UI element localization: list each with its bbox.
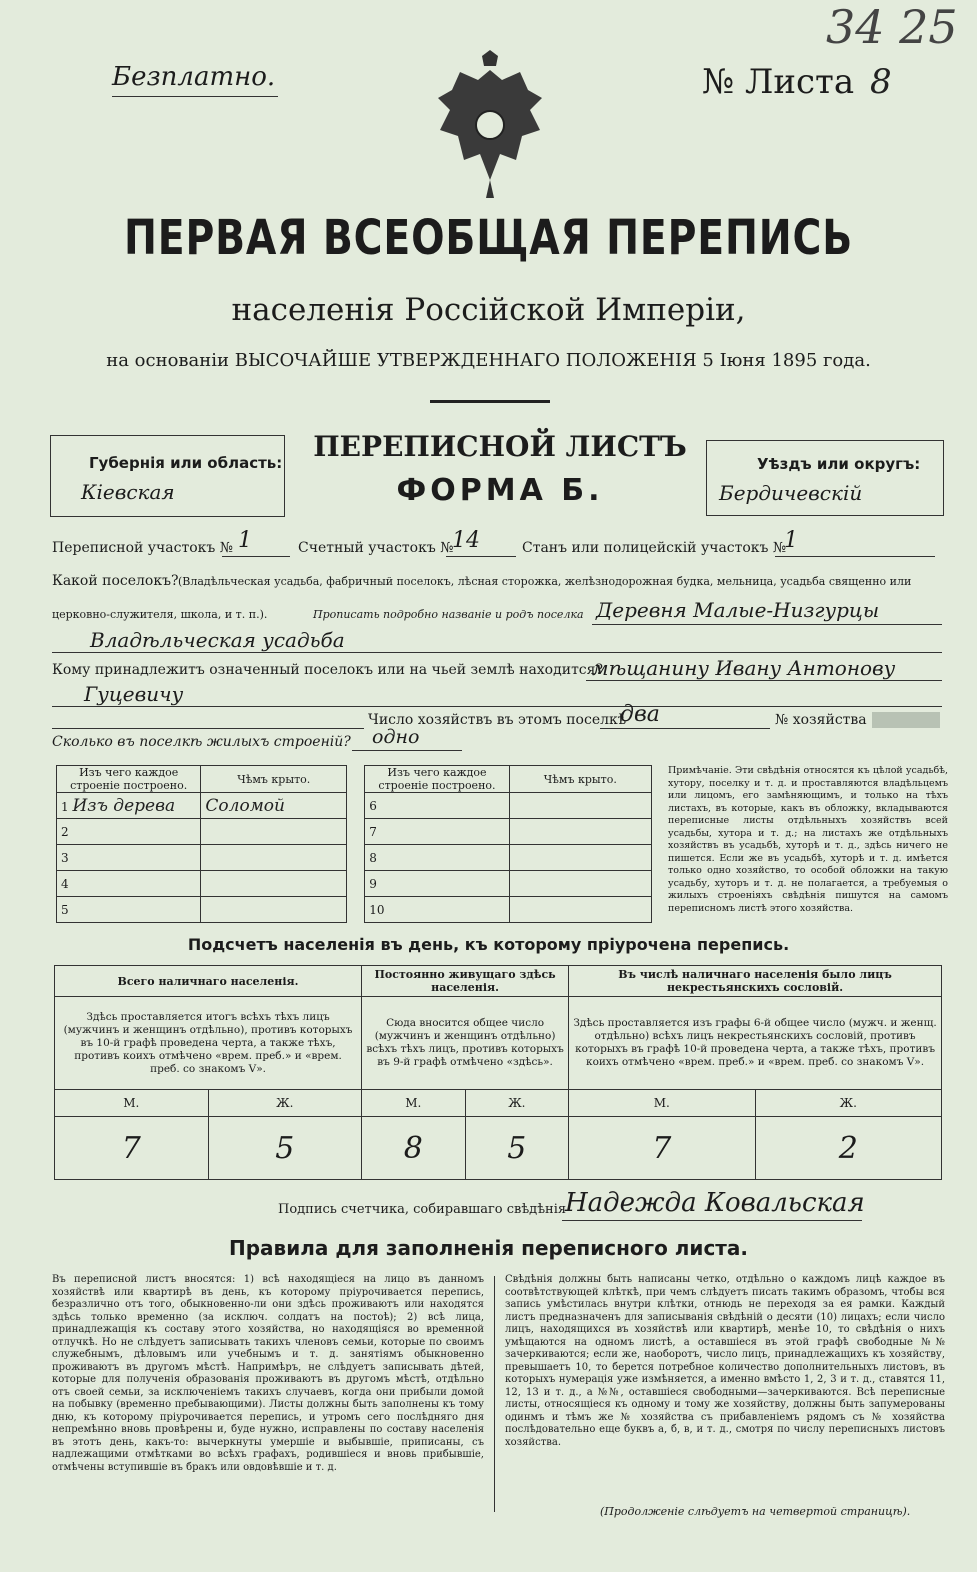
owner-label: Кому принадлежитъ означенный поселокъ или на чьей землѣ находится?: [52, 662, 603, 678]
settlement-hint-3: Прописать подробно названіе и родъ поселка: [313, 608, 584, 621]
resident-female-value: 5: [465, 1117, 569, 1180]
buildings-note: Примѣчаніе. Эти свѣдѣнія относятся къ цѣлой усадьбѣ, хутору, поселку и т. д. и проставляются владѣльцемъ или лицомъ, его замѣняющимъ, и только на тѣхъ листахъ, въ которые, какъ въ обложку, вкладываются переписные листы отдѣльныхъ хозяйствъ всей усадьбы, хутора и т. д.; на листахъ же отдѣльныхъ хозяйствъ въ усадьбѣ, хуторѣ и т. д., здѣсь ничего не пишется. Если же въ усадьбѣ, хуторѣ и т. д. имѣется только одно хозяйство, то особой обложки на такую усадьбу, хуторъ и т. д. не полагается, а требуемыя о жилыхъ строеніяхъ свѣдѣнія пишутся на самомъ переписномъ листѣ этого хозяйства.: [668, 765, 948, 914]
settlement-hint-2: церковно-служителя, школа, и т. п.).: [52, 608, 268, 621]
governorate-box: [50, 435, 285, 517]
governorate-value: Кіевская: [81, 480, 175, 504]
households-value: два: [620, 702, 660, 727]
signature-label: Подпись счетчика, собиравшаго свѣдѣнія: [278, 1202, 567, 1217]
table-row: 3 8: [57, 845, 652, 871]
settlement-label: Какой поселокъ?: [52, 573, 179, 589]
resident-male-value: 8: [362, 1117, 466, 1180]
household-number-redacted: [872, 712, 940, 728]
buildings-table: [56, 765, 652, 923]
stan-value: 1: [784, 528, 798, 553]
rules-left-column: Въ переписной листъ вносятся: 1) всѣ находящіеся на лицо въ данномъ хозяйствѣ или квартирѣ въ день, къ которому пріурочивается перепись, безразлично отъ того, обыкновенно-ли они здѣсь проживаютъ или находятся здѣсь только временно (за исключ. солдатъ на постоѣ); 2) всѣ лица, принадлежащія къ составу этого хозяйства, но находящіяся во временной отлучкѣ. Но не слѣдуетъ записывать такихъ членовъ семьи, которые по своимъ служебнымъ, дѣловымъ или учебнымъ и т. д. занятіямъ обыкновенно проживаютъ въ другомъ мѣстѣ. Напримѣръ, не слѣдуетъ записывать дѣтей, которые для полученія образованія проживаютъ въ другомъ мѣстѣ, отдѣльно отъ своей семьи, за исключеніемъ такихъ случаевъ, когда они прибыли домой на побывку (временно пребывающими). Листы должны быть заполнены къ тому дню, къ которому пріурочивается перепись, и утромъ сего послѣдняго дня непремѣнно вновь провѣрены и, буде нужно, исправлены по составу населенія въ этотъ день, какъ-то: вычеркнуты умершіе и выбывшіе, приписаны, съ надлежащими отмѣтками во всѣхъ графахъ, родившіеся и вновь прибывшіе, отмѣчены вступившіе въ бракъ или овдовѣвшіе и т. д.: [52, 1274, 484, 1473]
sheet-number-value: 8: [870, 62, 892, 102]
divider: [430, 400, 550, 403]
nonpeasant-female-value: 2: [755, 1117, 942, 1180]
owner-value: мѣщанину Ивану Антонову: [592, 656, 896, 680]
table-row: 5 10: [57, 897, 652, 923]
col-total-header: Всего наличнаго населенія.: [55, 966, 362, 997]
form-subtitle: ФОРМА Б.: [396, 473, 604, 508]
table-row: 4 9: [57, 871, 652, 897]
col-roof-header-2: Чѣмъ крыто.: [509, 766, 651, 793]
col-nonpeasant-header: Въ числѣ наличнаго населенія было лицъ некрестьянскихъ сословій.: [569, 966, 942, 997]
dwellings-label: Сколько въ поселкѣ жилыхъ строеній?: [52, 734, 351, 750]
district-box: [706, 440, 944, 516]
decree-line: на основаніи ВЫСОЧАЙШЕ УТВЕРЖДЕННАГО ПОЛОЖЕНІЯ 5 Іюня 1895 года.: [106, 350, 871, 371]
building-roof: Соломой: [205, 795, 285, 816]
dwellings-value: одно: [372, 726, 420, 748]
continued-note: (Продолженіе слѣдуетъ на четвертой страницѣ).: [600, 1505, 911, 1518]
households-label: Число хозяйствъ въ этомъ поселкѣ: [368, 712, 627, 728]
count-plot-label: Счетный участокъ №: [298, 540, 454, 556]
district-label: Уѣздъ или округъ:: [757, 455, 921, 473]
census-plot-value: 1: [238, 528, 252, 553]
count-plot-value: 14: [452, 528, 480, 553]
female-label: Ж.: [465, 1090, 569, 1117]
rules-title: Правила для заполненія переписного листа.: [229, 1236, 748, 1260]
household-number-label: № хозяйства: [775, 712, 867, 728]
col-nonpeasant-desc: Здѣсь проставляется изъ графы 6-й общее число (мужч. и женщ. отдѣльно) всѣхъ лицъ некрестьянскихъ сословій, противъ которыхъ въ графѣ 10-й проведена черта, а также тѣхъ, противъ коихъ отмѣчено «врем. преб.» и «врем. преб. со знакомъ V».: [569, 997, 942, 1090]
col-total-desc: Здѣсь проставляется итогъ всѣхъ тѣхъ лицъ (мужчинъ и женщинъ отдѣльно), противъ которыхъ въ 10-й графѣ проведена черта, а также тѣхъ, противъ коихъ отмѣчено «врем. преб.» и «врем. преб. со знакомъ V».: [55, 997, 362, 1090]
col-resident-header: Постоянно живущаго здѣсь населенія.: [362, 966, 569, 997]
column-divider: [494, 1276, 495, 1512]
total-male-value: 7: [55, 1117, 209, 1180]
archive-number: 34 25: [826, 0, 958, 54]
nonpeasant-male-value: 7: [569, 1117, 755, 1180]
table-row: 2 7: [57, 819, 652, 845]
table-row: 1 Изъ дерева Соломой 6: [57, 793, 652, 819]
governorate-label: Губернія или область:: [89, 454, 283, 472]
population-table: [54, 965, 942, 1180]
subtitle: населенія Россійской Имперіи,: [231, 292, 746, 328]
main-title: ПЕРВАЯ ВСЕОБЩАЯ ПЕРЕПИСЬ: [123, 210, 854, 266]
female-label: Ж.: [755, 1090, 942, 1117]
settlement-hint: (Владѣльческая усадьба, фабричный поселокъ, лѣсная сторожка, желѣзнодорожная будка, мельница, усадьба священно или: [178, 575, 912, 588]
district-value: Бердичевскій: [719, 481, 863, 505]
col-material-header-2: Изъ чего каждое строеніе построено.: [365, 766, 509, 793]
settlement-value: Деревня Малые-Низгурцы: [596, 598, 880, 622]
settlement-value-2: Владѣльческая усадьба: [90, 628, 345, 652]
signature-value: Надежда Ковальская: [565, 1188, 865, 1218]
male-label: М.: [55, 1090, 209, 1117]
free-label: Безплатно.: [112, 62, 276, 92]
population-count-title: Подсчетъ населенія въ день, къ которому пріурочена перепись.: [187, 935, 790, 954]
male-label: М.: [362, 1090, 466, 1117]
male-label: М.: [569, 1090, 755, 1117]
sheet-number-label: № Листа: [702, 62, 855, 102]
col-resident-desc: Сюда вносится общее число (мужчинъ и женщинъ отдѣльно) всѣхъ тѣхъ лицъ, противъ которыхъ въ 9-й графѣ отмѣчено «здѣсь».: [362, 997, 569, 1090]
imperial-eagle-icon: [430, 50, 550, 200]
col-material-header: Изъ чего каждое строеніе построено.: [57, 766, 201, 793]
col-roof-header: Чѣмъ крыто.: [201, 766, 347, 793]
stan-label: Станъ или полицейскій участокъ №: [522, 540, 787, 556]
building-material: Изъ дерева: [72, 795, 176, 816]
form-title: ПЕРЕПИСНОЙ ЛИСТЪ: [313, 430, 687, 463]
total-female-value: 5: [208, 1117, 362, 1180]
rules-right-column: Свѣдѣнія должны быть написаны четко, отдѣльно о каждомъ лицѣ каждое въ соотвѣтствующей клѣткѣ, при чемъ слѣдуетъ писать такимъ образомъ, чтобы вся запись умѣстилась внутри клѣтки, отнюдь не переходя за ея рамки. Каждый листъ предназначенъ для записыванія свѣдѣній о десяти (10) лицахъ; если число лицъ, находящихся въ хозяйствѣ или квартирѣ, менѣе 10, то свѣдѣнія о нихъ умѣщаются на одномъ листѣ, а оставшіеся въ этой графѣ свободные №№ зачеркиваются; если же, наоборотъ, число лицъ, принадлежащихъ къ хозяйству, превышаетъ 10, то берется потребное количество дополнительныхъ листовъ, въ которыхъ нумерація уже измѣняется, а именно вмѣсто 1, 2, 3 и т. д., ставятся 11, 12, 13 и т. д., а №№, оставшіеся свободными—зачеркиваются. Всѣ переписные листы, относящіеся къ одному и тому же хозяйству, должны быть запумерованы одинмъ и тѣмъ же № хозяйства съ прибавленіемъ рядомъ съ № хозяйства послѣдовательно еще буквъ а, б, в, и т. д., смотря по числу переписныхъ листовъ хозяйства.: [505, 1274, 945, 1448]
census-plot-label: Переписной участокъ №: [52, 540, 233, 556]
female-label: Ж.: [208, 1090, 362, 1117]
owner-value-2: Гуцевичу: [84, 682, 184, 706]
